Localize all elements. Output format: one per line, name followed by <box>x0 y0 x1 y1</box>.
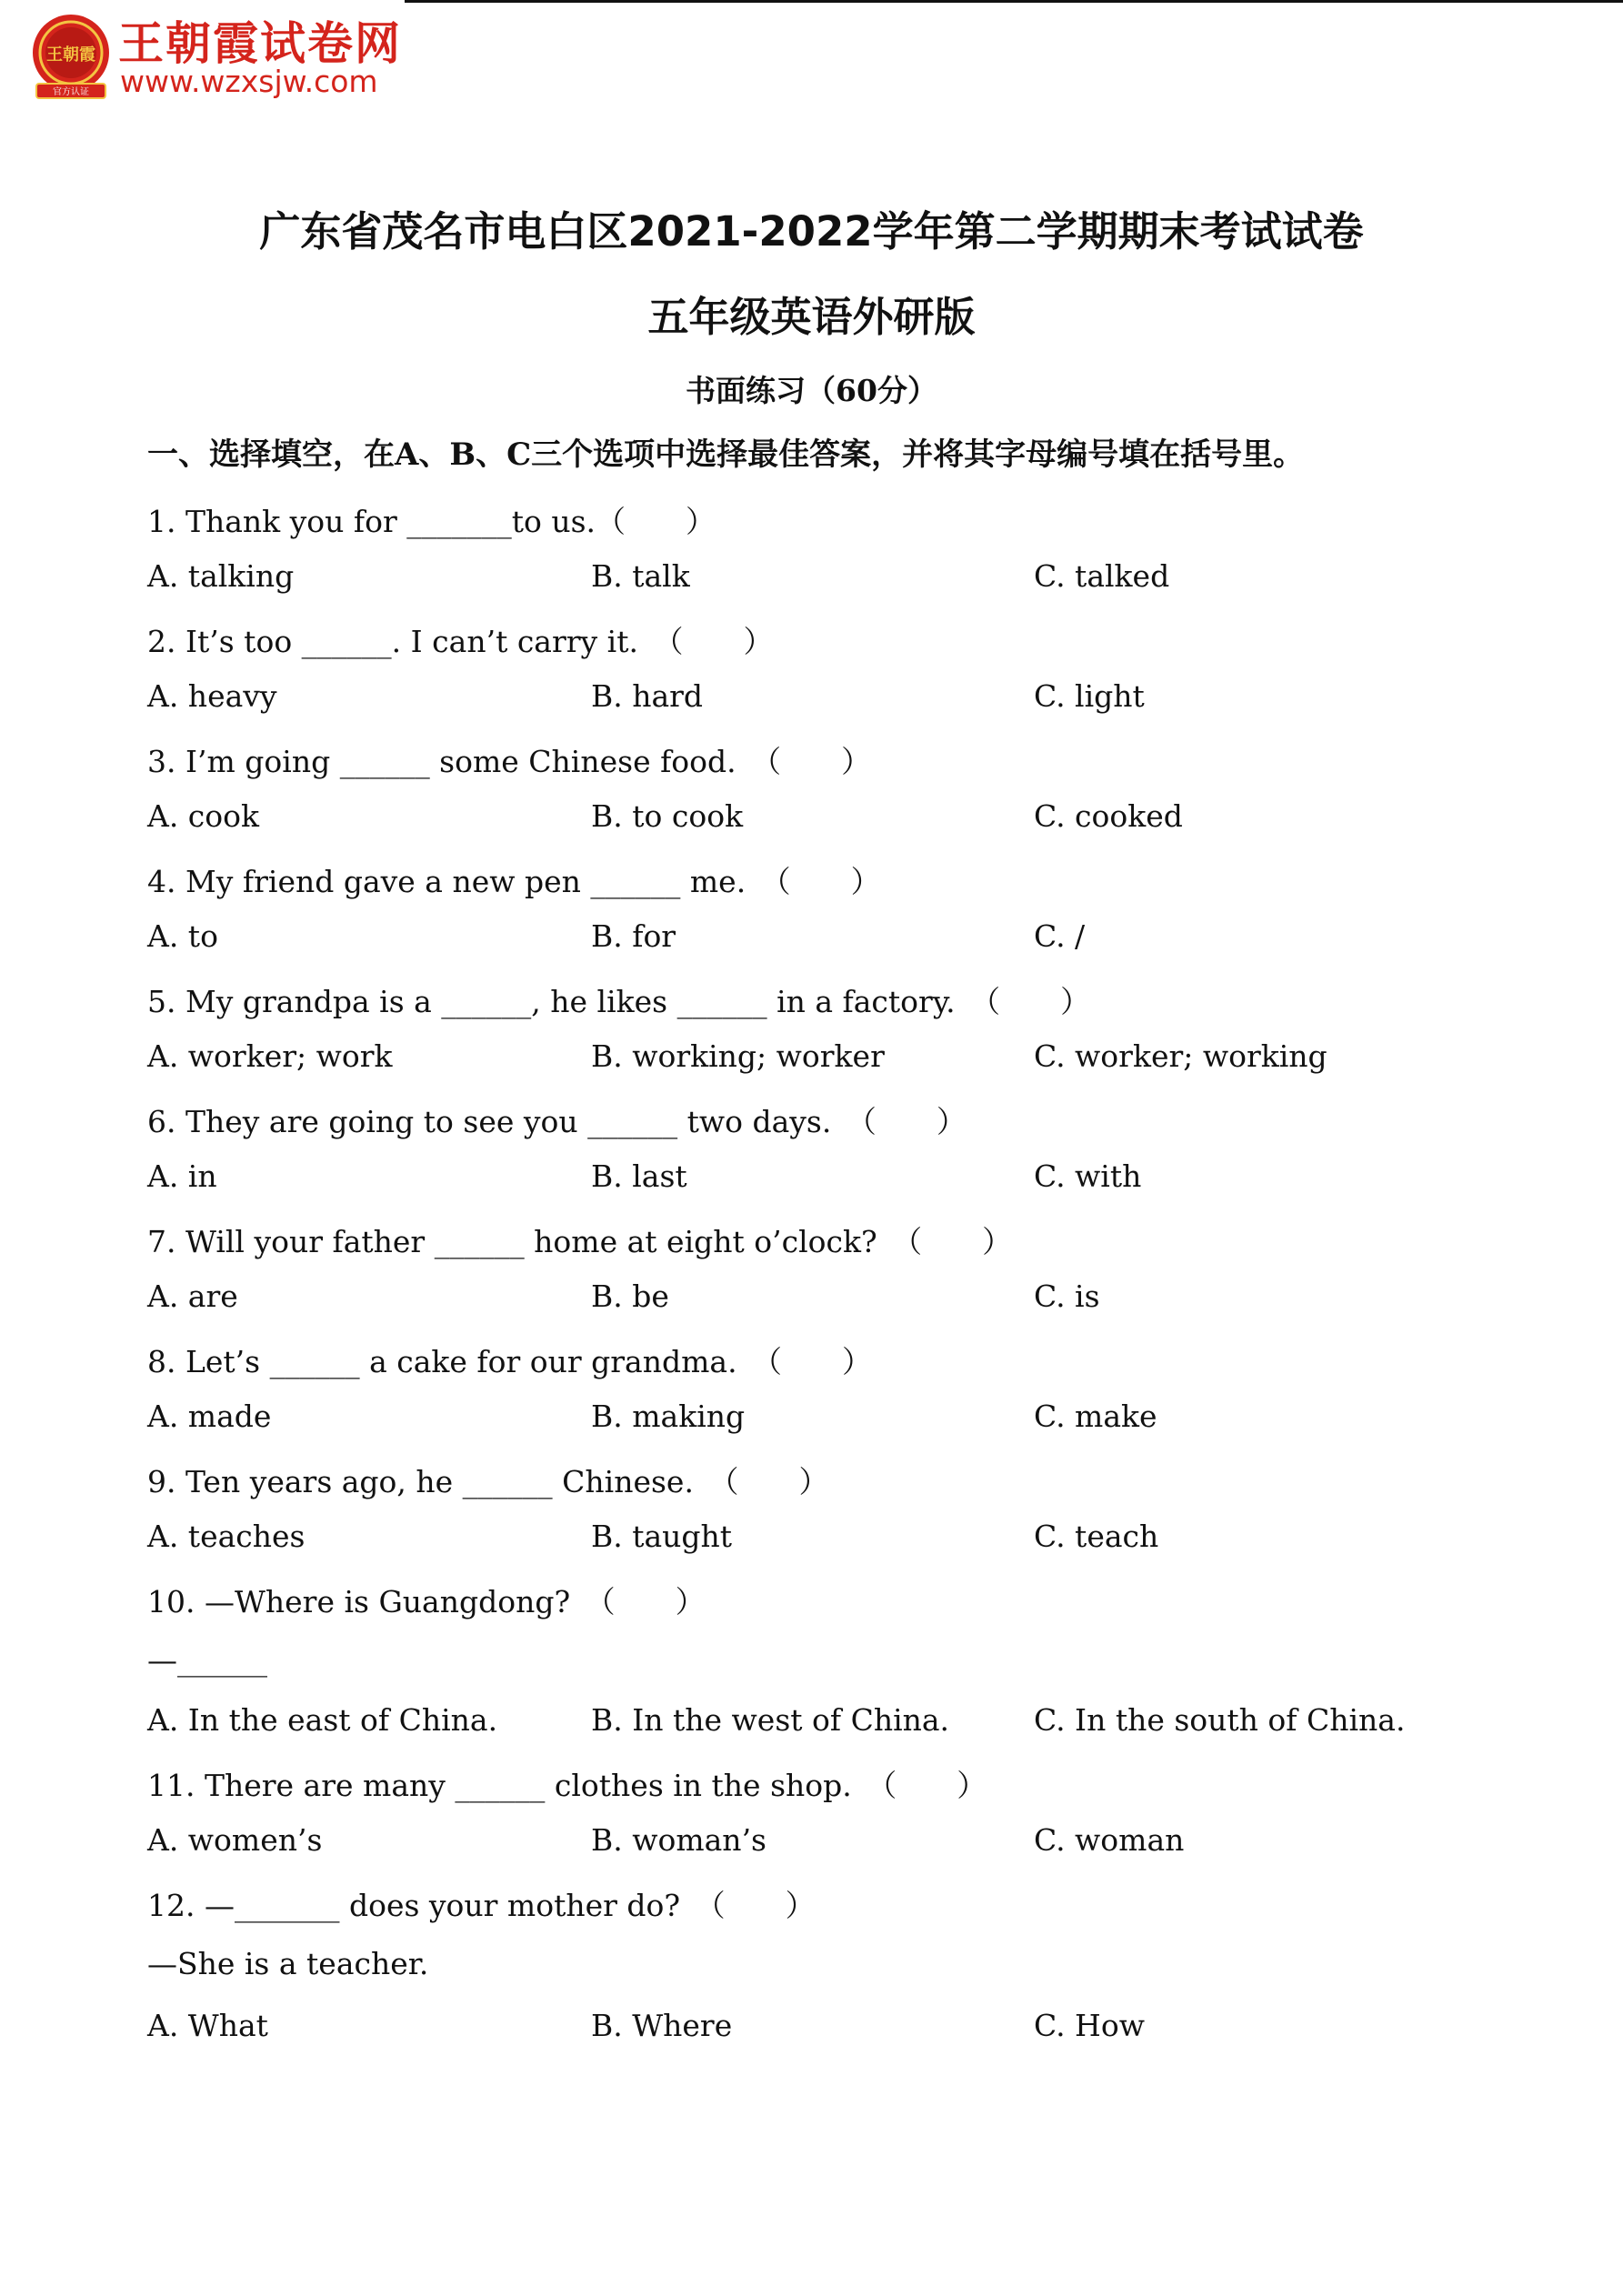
brand-url: www.wzxsjw.com <box>120 64 378 99</box>
question-stem: 11. There are many ______ clothes in the shop. （ ） <box>147 1768 987 1803</box>
seal-text: 王朝霞 <box>46 45 95 65</box>
option-a: A. heavy <box>147 678 277 714</box>
question-stem: 7. Will your father ______ home at eight o’clock? （ ） <box>147 1224 1013 1259</box>
question-stem: 6. They are going to see you ______ two days. （ ） <box>147 1104 967 1139</box>
option-b: B. Where <box>591 2008 733 2043</box>
option-a: A. in <box>147 1158 217 1194</box>
question-stem: 10. —Where is Guangdong? （ ） <box>147 1584 706 1619</box>
option-a: A. In the east of China. <box>147 1702 498 1738</box>
option-c: C. / <box>1034 918 1086 954</box>
option-a: A. to <box>147 918 218 954</box>
brand-logo <box>25 7 426 107</box>
question-stem: 12. —_______ does your mother do? （ ） <box>147 1888 816 1923</box>
option-a: A. What <box>147 2008 268 2043</box>
option-c: C. worker; working <box>1034 1038 1327 1074</box>
option-b: B. last <box>591 1158 687 1194</box>
question-stem: 5. My grandpa is a ______, he likes ______ in a factory. （ ） <box>147 984 1091 1019</box>
option-b: B. woman’s <box>591 1822 766 1858</box>
option-c: C. make <box>1034 1399 1157 1434</box>
question-stem: 9. Ten years ago, he ______ Chinese. （ ） <box>147 1464 829 1499</box>
question-stem: 2. It’s too ______. I can’t carry it. （ ） <box>147 624 774 659</box>
option-b: B. to cook <box>591 798 744 834</box>
option-b: B. for <box>591 918 676 954</box>
option-b: B. hard <box>591 678 704 714</box>
option-c: C. talked <box>1034 558 1170 594</box>
option-c: C. is <box>1034 1278 1100 1314</box>
option-a: A. made <box>147 1399 272 1434</box>
option-a: A. women’s <box>147 1822 323 1858</box>
question-stem: 4. My friend gave a new pen ______ me. （ ） <box>147 864 881 899</box>
question-stem: 3. I’m going ______ some Chinese food. （ ） <box>147 744 872 779</box>
option-c: C. How <box>1034 2008 1145 2043</box>
part-title: 书面练习（60分） <box>686 373 937 408</box>
question-stem: 1. Thank you for _______to us.（ ） <box>147 504 716 539</box>
option-b: B. In the west of China. <box>591 1702 950 1738</box>
option-a: A. talking <box>147 558 295 594</box>
option-b: B. be <box>591 1278 669 1314</box>
option-c: C. teach <box>1034 1519 1159 1554</box>
option-c: C. with <box>1034 1158 1142 1194</box>
option-b: B. taught <box>591 1519 733 1554</box>
exam-subtitle: 五年级英语外研版 <box>647 293 976 341</box>
option-a: A. worker; work <box>147 1038 393 1074</box>
option-b: B. making <box>591 1399 746 1434</box>
option-c: C. cooked <box>1034 798 1183 834</box>
option-c: C. woman <box>1034 1822 1185 1858</box>
option-c: C. In the south of China. <box>1034 1702 1406 1738</box>
option-a: A. teaches <box>147 1519 306 1554</box>
seal-ribbon: 官方认证 <box>53 87 89 97</box>
option-a: A. are <box>147 1278 238 1314</box>
section-heading: 一、选择填空，在A、B、C三个选项中选择最佳答案，并将其字母编号填在括号里。 <box>147 436 1305 473</box>
option-a: A. cook <box>147 798 260 834</box>
answer-line: —______ <box>147 1642 267 1678</box>
question-stem: 8. Let’s ______ a cake for our grandma. （ ） <box>147 1344 873 1379</box>
exam-title: 广东省茂名市电白区2021-2022学年第二学期期末考试试卷 <box>259 207 1364 256</box>
answer-line: —She is a teacher. <box>147 1946 429 1981</box>
option-b: B. working; worker <box>591 1038 885 1074</box>
seal-icon <box>27 11 115 102</box>
option-b: B. talk <box>591 558 690 594</box>
option-c: C. light <box>1034 678 1145 714</box>
header-rule <box>405 0 1623 3</box>
brand-name: 王朝霞试卷网 <box>118 17 402 70</box>
